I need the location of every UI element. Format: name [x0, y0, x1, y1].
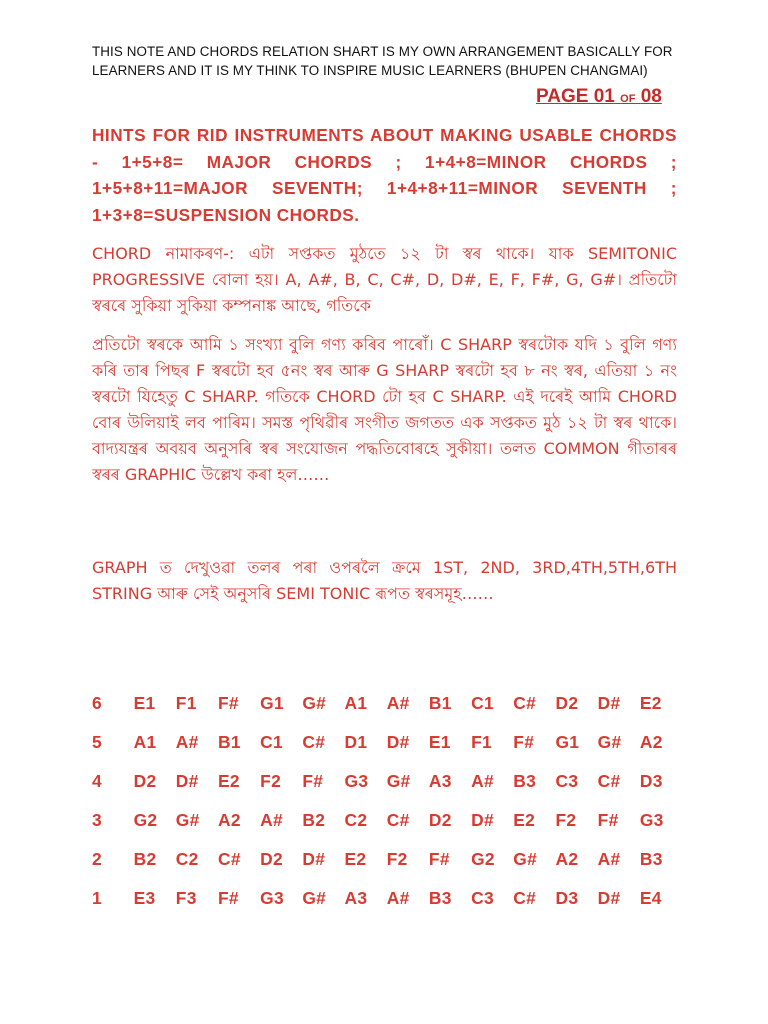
- note-cell: A1: [133, 732, 157, 752]
- note-cell: D3: [555, 888, 579, 908]
- note-cell: G#: [175, 810, 200, 830]
- note-cell: C1: [471, 693, 494, 713]
- note-cell: A3: [344, 888, 368, 908]
- note-cell: G#: [597, 732, 622, 752]
- note-cell: E2: [344, 849, 367, 869]
- note-cell: F#: [597, 810, 619, 830]
- chord-explanation-paragraph: প্ৰতিটো স্বৰকে আমি ১ সংখ্যা বুলি গণ্য কৰিব পাৰোঁ। C SHARP স্বৰটোক যদি ১ বুলি গণ্য কৰি তাৰ পিছৰ F স্বৰটো হব ৫নং স্বৰ আৰু G SHARP স্বৰটো হব ৮ নং স্বৰ, এতিয়া ১ নং স্বৰটো যিহেতু C SHARP. গতিকে CHORD টো হব C SHARP. এই দৰেই আমি CHORD বোৰ উলিয়াই লব পাৰিম। সমস্ত পৃথিৱীৰ সংগীত জগতত এক সপ্তকত মুঠ ১২ টা স্বৰ থাকে। বাদ্যযন্ত্ৰৰ অবয়ব অনুসৰি স্বৰ সংযোজন পদ্ধতিবোৰহে সুকীয়া। তলত COMMON গীতাৰৰ স্বৰৰ GRAPHIC উল্লেখ কৰা হল……: [92, 335, 677, 484]
- note-cell: G#: [386, 771, 411, 791]
- note-cell: D2: [428, 810, 452, 830]
- note-cell: B3: [428, 888, 452, 908]
- note-cell: B1: [428, 693, 452, 713]
- fretboard-row: [92, 762, 682, 801]
- note-cell: F1: [175, 693, 197, 713]
- note-cell: C3: [555, 771, 579, 791]
- note-cell: A#: [386, 888, 410, 908]
- note-cell: A#: [471, 771, 494, 791]
- note-cell: B3: [513, 771, 537, 791]
- graph-description-paragraph: GRAPH ত দেখুওৱা তলৰ পৰা ওপৰলৈ ক্ৰমে 1ST, 2ND, 3RD,4TH,5TH,6TH STRING আৰু সেই অনুসৰি SEMI TONIC ৰূপত স্বৰসমূহ……: [92, 558, 677, 603]
- note-cell: A#: [597, 849, 621, 869]
- page-number-of: OF: [620, 93, 636, 105]
- note-cell: D2: [133, 771, 157, 791]
- note-cell: G3: [260, 888, 284, 908]
- note-cell: D#: [175, 771, 199, 791]
- note-cell: F#: [302, 771, 324, 791]
- string-number: 1: [92, 888, 102, 908]
- string-number: 6: [92, 693, 102, 713]
- note-cell: C2: [175, 849, 199, 869]
- note-cell: D#: [302, 849, 326, 869]
- note-cell: B2: [302, 810, 326, 830]
- note-cell: C#: [597, 771, 621, 791]
- note-cell: F#: [217, 888, 239, 908]
- note-cell: E1: [428, 732, 451, 752]
- note-cell: A2: [639, 732, 663, 752]
- note-cell: A#: [175, 732, 199, 752]
- note-cell: C#: [513, 693, 537, 713]
- string-number: 4: [92, 771, 102, 791]
- note-cell: D#: [386, 732, 410, 752]
- note-cell: G1: [260, 693, 284, 713]
- note-cell: D2: [555, 693, 579, 713]
- string-number: 2: [92, 849, 102, 869]
- note-cell: E1: [133, 693, 156, 713]
- note-cell: D1: [344, 732, 368, 752]
- note-cell: D3: [639, 771, 663, 791]
- note-cell: B1: [217, 732, 241, 752]
- note-cell: E2: [217, 771, 240, 791]
- note-cell: G#: [302, 693, 327, 713]
- note-cell: B2: [133, 849, 157, 869]
- note-cell: F3: [175, 888, 197, 908]
- note-cell: B3: [639, 849, 663, 869]
- note-cell: E2: [639, 693, 662, 713]
- note-cell: D#: [597, 888, 621, 908]
- string-number: 3: [92, 810, 102, 830]
- note-cell: C1: [260, 732, 283, 752]
- fretboard-row: [92, 801, 682, 840]
- note-cell: C#: [302, 732, 326, 752]
- header-line-1: THIS NOTE AND CHORDS RELATION SHART IS MY OWN ARRANGEMENT BASICALLY FOR: [92, 44, 673, 59]
- fretboard-row: [92, 840, 682, 879]
- string-number: 5: [92, 732, 102, 752]
- note-cell: G3: [344, 771, 369, 791]
- fretboard-note-table: [92, 684, 682, 918]
- note-cell: G#: [513, 849, 538, 869]
- note-cell: D2: [260, 849, 283, 869]
- note-cell: F#: [513, 732, 535, 752]
- note-cell: E3: [133, 888, 156, 908]
- note-cell: D#: [597, 693, 621, 713]
- note-cell: C3: [471, 888, 494, 908]
- note-cell: F#: [217, 693, 239, 713]
- note-cell: G#: [302, 888, 327, 908]
- note-cell: C2: [344, 810, 368, 830]
- note-cell: E2: [513, 810, 536, 830]
- fretboard-row: [92, 879, 682, 918]
- note-cell: C#: [217, 849, 241, 869]
- note-cell: F#: [428, 849, 450, 869]
- note-cell: A#: [386, 693, 410, 713]
- fretboard-row: [92, 723, 682, 762]
- note-cell: G1: [555, 732, 580, 752]
- page-number-prefix: PAGE 01: [536, 86, 615, 107]
- note-cell: G3: [639, 810, 664, 830]
- note-cell: G2: [133, 810, 158, 830]
- note-cell: A2: [555, 849, 579, 869]
- note-cell: A1: [344, 693, 368, 713]
- note-cell: D#: [471, 810, 494, 830]
- note-cell: F1: [471, 732, 492, 752]
- note-cell: C#: [386, 810, 410, 830]
- chord-naming-paragraph: CHORD নামাকৰণ-: এটা সপ্তকত মুঠতে ১২ টা স্বৰ থাকে। যাক SEMITONIC PROGRESSIVE বোলা হয়। A, A#, B, C, C#, D, D#, E, F, F#, G, G#। প্ৰতিটো স্বৰৰে সুকিয়া সুকিয়া কম্পনাঙ্ক আছে, গতিকে: [92, 244, 677, 315]
- note-cell: C#: [513, 888, 537, 908]
- header-note: [92, 42, 692, 80]
- note-cell: A3: [428, 771, 452, 791]
- note-cell: F2: [555, 810, 577, 830]
- fretboard-row: [92, 684, 682, 723]
- header-line-2: LEARNERS AND IT IS MY THINK TO INSPIRE MUSIC LEARNERS (BHUPEN CHANGMAI): [92, 63, 648, 78]
- note-cell: A#: [260, 810, 283, 830]
- note-cell: F2: [386, 849, 408, 869]
- page-number: [536, 86, 662, 108]
- note-cell: E4: [639, 888, 662, 908]
- note-cell: G2: [471, 849, 495, 869]
- page-number-total: 08: [640, 86, 662, 107]
- note-cell: F2: [260, 771, 282, 791]
- note-cell: A2: [217, 810, 241, 830]
- chord-hints: HINTS FOR RID INSTRUMENTS ABOUT MAKING USABLE CHORDS - 1+5+8= MAJOR CHORDS ; 1+4+8=MINOR CHORDS ; 1+5+8+11=MAJOR SEVENTH; 1+4+8+11=MINOR SEVENTH ; 1+3+8=SUSPENSION CHORDS.: [92, 125, 677, 225]
